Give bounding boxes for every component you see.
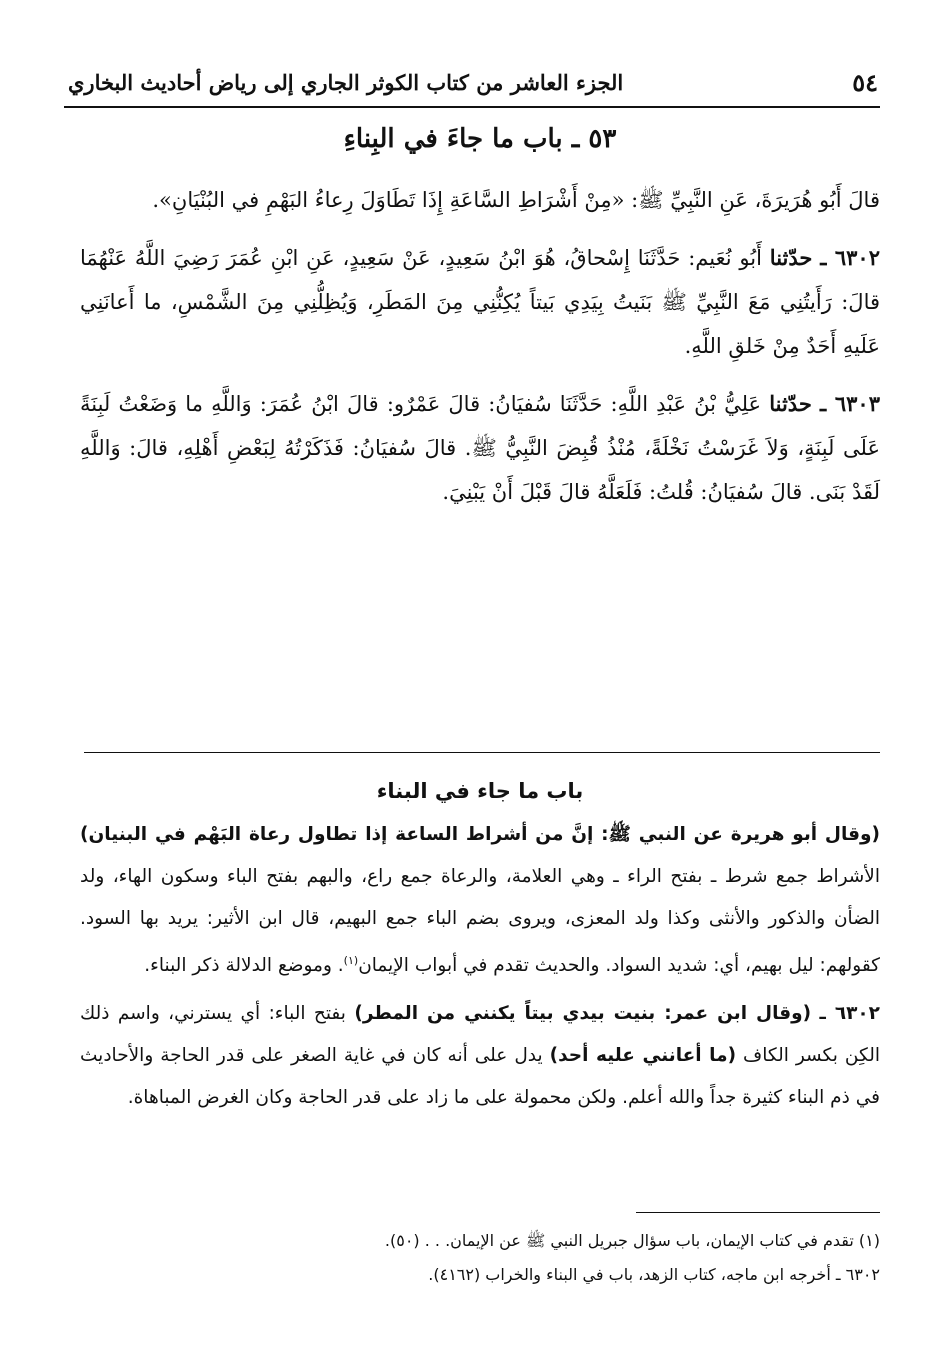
commentary (80, 770, 880, 1125)
hadith-number: ٦٣٠٢ ـ (819, 1003, 880, 1025)
hadith-text (80, 178, 880, 528)
explanation-text: يدل على أنه كان في غاية الصغر على قدر الحاجة والأحاديث في ذم البناء كثيرة جداً والله أعلم. ولكن محمولة على ما زاد على قدر الحاجة وكان الغرض المباهاة. (80, 1045, 880, 1109)
explanation-text: بفتح الباء: أي يسترني، واسم ذلك الكِن بكسر الكاف (80, 1003, 880, 1067)
commentary-title: باب ما جاء في البناء (376, 779, 584, 803)
chapter-title: ٥٣ ـ باب ما جاءَ في البِناءِ (343, 124, 617, 154)
hadith-6303 (80, 382, 880, 514)
footnote-ref: (١) (343, 954, 359, 967)
hadith-number: ٦٣٠٣ ـ (819, 391, 880, 416)
page-number: ٥٤ (852, 68, 878, 97)
quoted-text: (ما أعانني عليه أحد) (549, 1045, 737, 1067)
running-title: الجزء العاشر من كتاب الكوثر الجاري إلى رياض أحاديث البخاري (68, 70, 624, 95)
page-header (68, 62, 878, 106)
hadith-tahdeeth: حدّثنا (769, 245, 813, 270)
commentary-paragraph-2 (80, 993, 880, 1119)
footnote-1: (١) تقدم في كتاب الإيمان، باب سؤال جبريل النبي ﷺ عن الإيمان. . . (٥٠). (384, 1231, 880, 1250)
section-divider (84, 752, 880, 753)
footnote-2: ٦٣٠٢ ـ أخرجه ابن ماجه، كتاب الزهد، باب في البناء والخراب (٤١٦٢). (428, 1265, 880, 1284)
commentary-paragraph-1 (80, 814, 880, 987)
explanation-text: . وموضع الدلالة ذكر البناء. (144, 955, 344, 977)
hadith-number: ٦٣٠٢ ـ (820, 245, 880, 270)
hadith-body: أَبُو نُعَيم: حَدَّثَنَا إِسْحاقُ، هُوَ ابْنُ سَعِيدٍ، عَنْ سَعِيدٍ، عَنِ ابْنِ عُمَرَ رَضِيَ اللَّهُ عَنْهُمَا قالَ: رَأَيتُنِي مَعَ النَّبِيِّ ﷺ بَنَيتُ بِيَدِي بَيتاً يُكِنُّنِي مِنَ المَطَرِ، وَيُظِلُّنِي مِنَ الشَّمْسِ، ما أَعانَنِي عَلَيهِ أَحَدٌ مِنْ خَلقِ اللَّهِ. (80, 246, 880, 358)
footnote-rule (636, 1212, 880, 1213)
quoted-text: (وقال أبو هريرة عن النبي ﷺ: إنَّ من أشراط الساعة إذا تطاول رعاة البَهْم في البنيان) (80, 824, 880, 845)
footnotes (80, 1224, 880, 1292)
hadith-tahdeeth: حدّثنا (769, 391, 812, 416)
hadith-6302 (80, 236, 880, 368)
quoted-text: (وقال ابن عمر: بنيت بيدي بيتاً يكنني من المطر) (354, 1003, 812, 1025)
explanation-text: الأشراط جمع شرط ـ بفتح الراء ـ وهي العلامة، والرعاة جمع راع، والبهم بفتح الباء وسكون الهاء، ولد الضأن والذكور والأنثى وكذا ولد المعزى، ويروى بضم الباء جمع البهيم، قال ابن الأثير: يريد بها السود. كقولهم: ليل بهيم، أي: شديد السواد. والحديث تقدم في أبواب الإيمان (80, 866, 880, 977)
chapter-intro: قالَ أَبُو هُرَيرَةَ، عَنِ النَّبِيِّ ﷺ: «مِنْ أَشْرَاطِ السَّاعَةِ إِذَا تَطَاوَلَ رِعاءُ البَهْمِ في البُنْيَانِ». (152, 188, 880, 212)
hadith-body: عَلِيُّ بْنُ عَبْدِ اللَّهِ: حَدَّثَنَا سُفيَانُ: قالَ عَمْرٌو: قالَ ابْنُ عُمَرَ: وَاللَّهِ ما وَضَعْتُ لَبِنَةً عَلَى لَبِنَةٍ، وَلاَ غَرَسْتُ نَخْلَةً، مُنْذُ قُبِضَ النَّبِيُّ ﷺ. قالَ سُفيَانُ: فَذَكَرْتُهُ لِبَعْضِ أَهْلِهِ، قالَ: وَاللَّهِ لَقَدْ بَنَى. قالَ سُفيَانُ: قُلتُ: فَلَعَلَّهُ قالَ قَبْلَ أَنْ يَبْنِيَ. (80, 392, 881, 504)
header-rule (64, 106, 880, 108)
